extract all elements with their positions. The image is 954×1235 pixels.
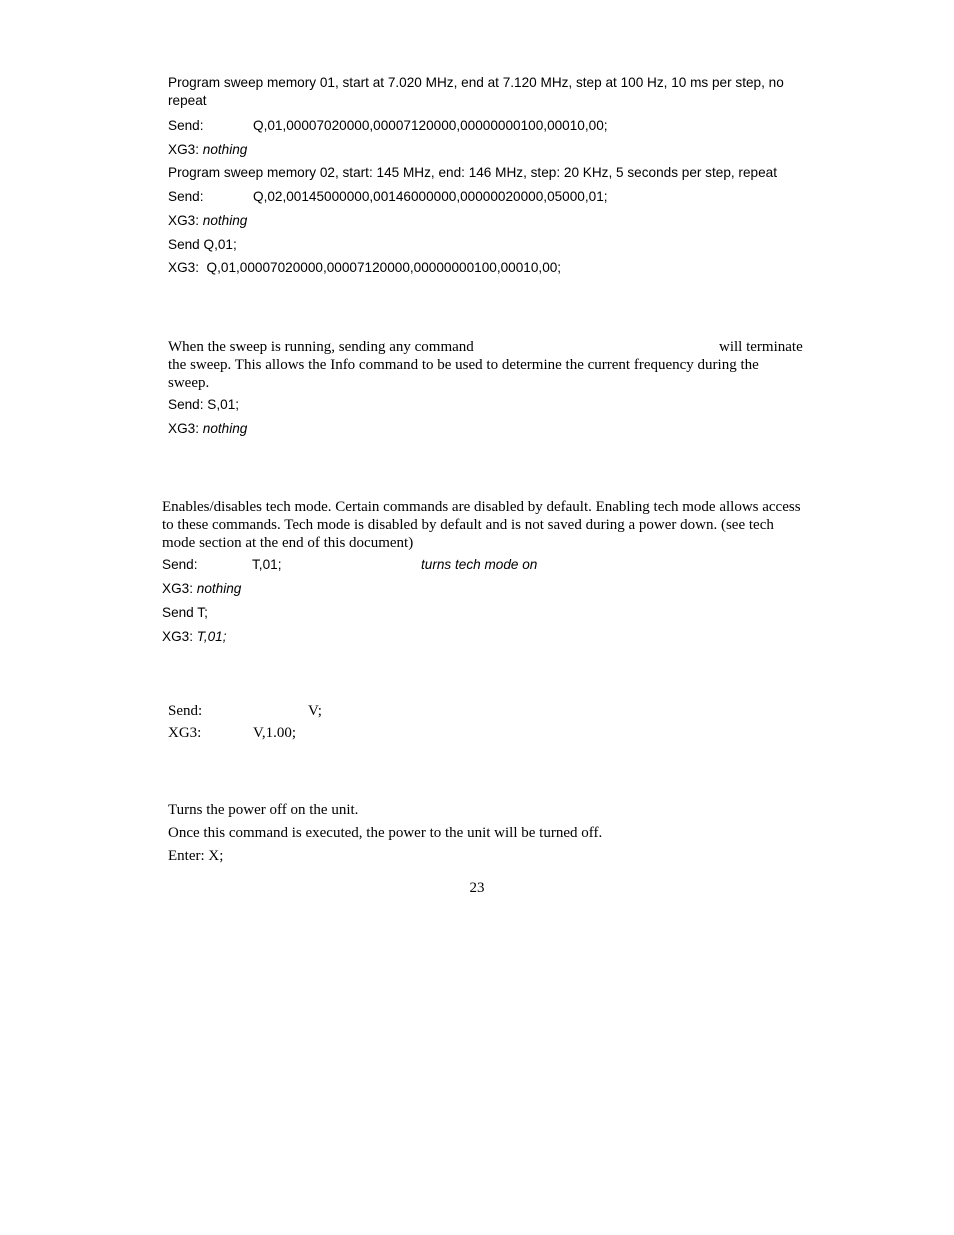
response-value: nothing [196,581,242,596]
sweep-run-para-end: will terminate [719,339,803,355]
tech-mode-para: Enables/disables tech mode. Certain commands are disabled by default. Enabling tech mode allows access to these commands. Tech mode is disabled by default and is not saved during a power down. (see tech mode section at the end of this document) [162,499,801,551]
tech-send-2: Send T; [162,605,208,620]
response-value: V,1.00; [253,725,297,741]
sweep-send-2-row [168,188,608,206]
sweep-run-para-rest: the sweep. This allows the Info command to be used to determine the current frequency during the sweep. [168,357,759,391]
send-note: turns tech mode on [421,557,538,572]
response-label: XG3: [168,725,202,741]
page-number: 23 [469,880,485,896]
sweep-response-1-row [168,141,247,159]
tech-response-2-row [162,628,227,646]
response-label: XG3: [162,581,193,596]
sweep-run-response-row [168,420,247,438]
response-label: XG3: [168,260,199,275]
send-value: V; [308,703,322,719]
send-label: Send: [168,189,204,204]
send-label: Send: [162,557,198,572]
version-response-row [168,724,297,742]
response-label: XG3: [168,142,199,157]
response-value: nothing [202,142,248,157]
sweep-send-1-row [168,117,608,135]
sweep-response-3-row [168,259,561,277]
response-value: nothing [202,213,248,228]
tech-send-row [162,556,538,574]
response-label: XG3: [162,629,193,644]
power-off-line-1: Turns the power off on the unit. [168,802,359,818]
sweep-send-3: Send Q,01; [168,237,237,252]
tech-response-1-row [162,580,241,598]
response-value: Q,01,00007020000,00007120000,00000000100,00010,00; [206,260,562,275]
send-value: Q,02,00145000000,00146000000,00000020000,05000,01; [253,189,608,204]
sweep-run-send: Send: S,01; [168,397,240,412]
response-value: nothing [202,421,248,436]
send-value: Q,01,00007020000,00007120000,00000000100,00010,00; [253,118,608,133]
sweep-program-desc-1: Program sweep memory 01, start at 7.020 MHz, end at 7.120 MHz, step at 100 Hz, 10 ms per step, no repeat [168,75,784,108]
power-off-line-2: Once this command is executed, the power to the unit will be turned off. [168,825,603,841]
response-value: T,01; [196,629,227,644]
version-send-row [168,702,322,720]
send-label: Send: [168,118,204,133]
sweep-response-2-row [168,212,247,230]
sweep-program-desc-2: Program sweep memory 02, start: 145 MHz, end: 146 MHz, step: 20 KHz, 5 seconds per step, repeat [168,165,777,180]
power-off-line-3: Enter: X; [168,848,224,864]
sweep-run-para-start: When the sweep is running, sending any command [168,339,474,355]
send-label: Send: [168,703,203,719]
send-value: T,01; [252,557,282,572]
response-label: XG3: [168,213,199,228]
response-label: XG3: [168,421,199,436]
